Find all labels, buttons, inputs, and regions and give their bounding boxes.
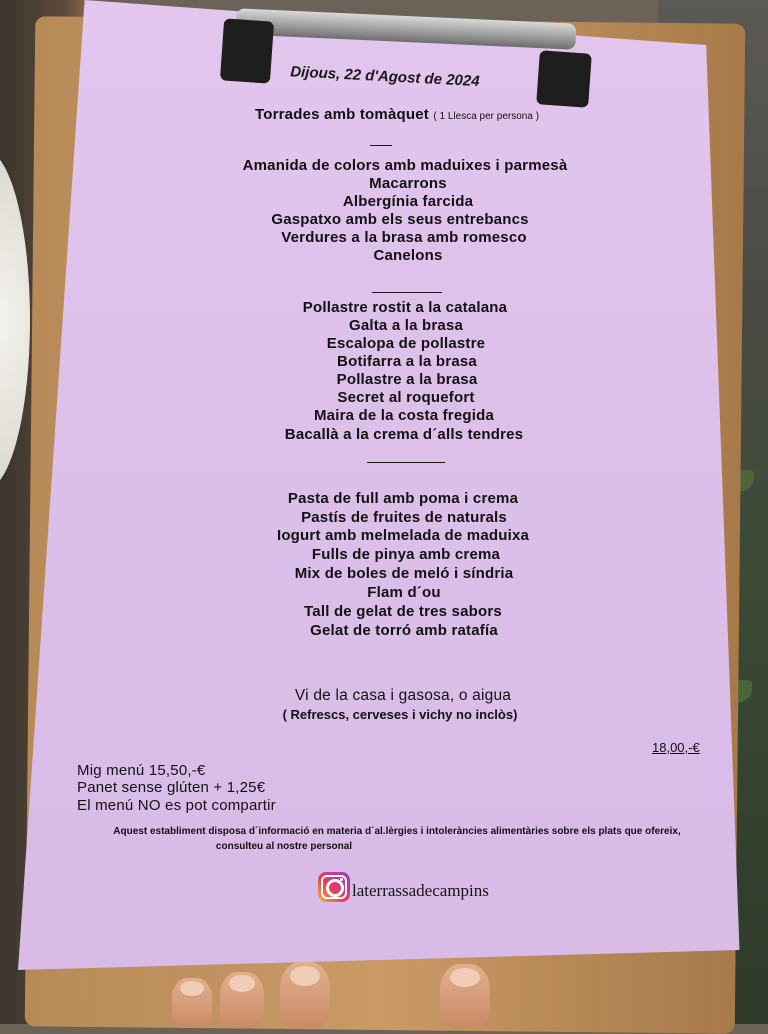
fingernail [229, 975, 255, 992]
drinks-line: Vi de la casa i gasosa, o aigua [294, 687, 512, 704]
second-course-item: Secret al roquefort [337, 389, 475, 406]
dessert-item: Iogurt amb melmelada de maduixa [276, 527, 530, 544]
dessert-item: Gelat de torró amb ratafía [310, 622, 498, 639]
clip-end-right [536, 50, 592, 107]
dessert-item: Flam d´ou [367, 584, 441, 601]
fingernail [290, 966, 320, 986]
extra-line: Panet sense glúten + 1,25€ [77, 779, 266, 796]
finger [280, 962, 330, 1028]
dessert-item: Mix de boles de meló i síndria [294, 565, 514, 582]
menu-price: 18,00,-€ [652, 740, 700, 755]
second-course-item: Botifarra a la brasa [337, 353, 477, 370]
menu-date: Dijous, 22 d'Agost de 2024 [289, 63, 480, 91]
first-course-item: Gaspatxo amb els seus entrebancs [271, 211, 529, 228]
first-course-item: Verdures a la brasa amb romesco [281, 229, 527, 246]
drinks-note: ( Refrescs, cerveses i vichy no inclòs) [282, 707, 518, 722]
first-course-item: Amanida de colors amb maduixes i parmesà [242, 157, 568, 174]
instagram-icon [318, 872, 350, 902]
toast-line [255, 106, 539, 124]
instagram-icon-lens [326, 879, 344, 897]
divider [367, 462, 445, 463]
first-course-item: Macarrons [369, 175, 447, 192]
extra-line: El menú NO es pot compartir [77, 797, 276, 814]
fingernail [450, 968, 480, 987]
second-course-item: Bacallà a la crema d´alls tendres [284, 426, 524, 443]
clipboard-clip [222, 6, 592, 106]
second-course-item: Escalopa de pollastre [326, 335, 486, 352]
finger [172, 978, 212, 1028]
instagram-icon-dot [340, 878, 343, 881]
first-course-item: Albergínia farcida [342, 193, 474, 210]
second-course-item: Pollastre a la brasa [336, 371, 478, 388]
toast-item: Torrades amb tomàquet [255, 106, 429, 123]
finger [220, 972, 264, 1028]
divider [372, 292, 442, 293]
dessert-item: Pasta de full amb poma i crema [287, 490, 519, 507]
clip-end-left [220, 18, 274, 83]
dessert-item: Fulls de pinya amb crema [311, 546, 501, 563]
allergen-notice: consulteu al nostre personal [215, 841, 353, 852]
second-course-item: Galta a la brasa [348, 317, 464, 334]
extra-line: Mig menú 15,50,-€ [77, 762, 206, 779]
clip-bar [236, 8, 577, 49]
allergen-notice: Aquest establiment disposa d´informació en materia d´al.lèrgies i intoleràncies alimentàries sobre els plats que ofereix, [113, 826, 681, 837]
first-course-item: Canelons [373, 247, 443, 264]
dessert-item: Pastís de fruites de naturals [301, 509, 507, 526]
dessert-item: Tall de gelat de tres sabors [304, 603, 502, 620]
fingernail [180, 981, 204, 996]
second-course-item: Maira de la costa fregida [313, 407, 495, 424]
second-course-item: Pollastre rostit a la catalana [302, 299, 508, 316]
toast-note: ( 1 Llesca per persona ) [433, 111, 540, 122]
divider [370, 145, 392, 146]
instagram-handle: laterrassadecampins [352, 881, 489, 900]
finger [440, 964, 490, 1028]
